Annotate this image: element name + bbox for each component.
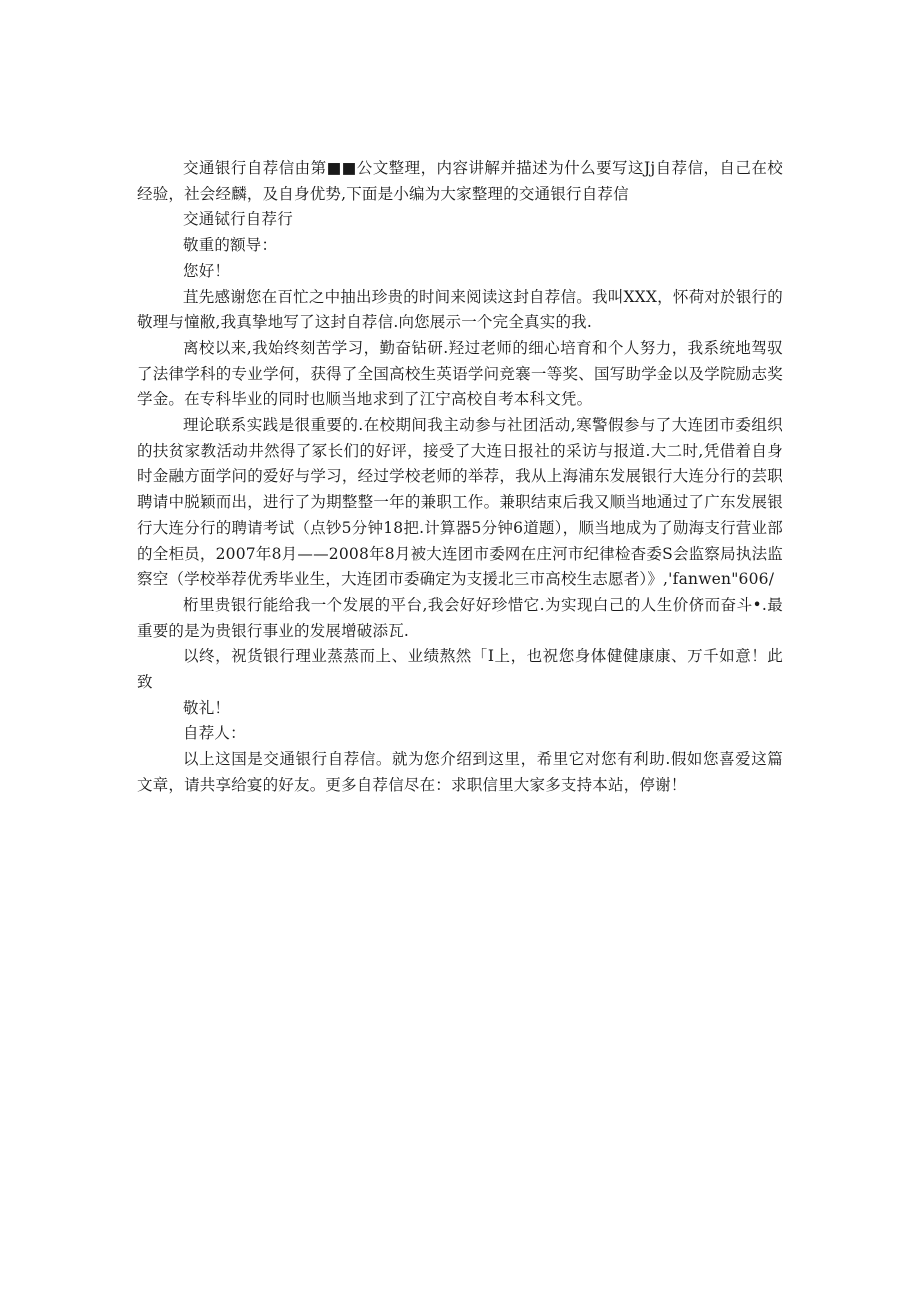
greeting: 您好！ bbox=[183, 261, 231, 280]
intro-paragraph: 交通银行自荐信由第■■公文整理，内容讲解并描述为什么要写这Jj自荐信，自己在校经验，社会经麟，及自身优势,下面是小编为大家整理的交通银行自荐信 bbox=[137, 159, 783, 203]
closing-wishes: 以终，祝货银行理业蒸蒸而上、业绩熬然「I上，也祝您身体健健康康、万千如意！此致 bbox=[137, 647, 783, 692]
body-paragraph-opening: 苴先感谢您在百忙之中抽出珍贵的时间来阅读这封自荐信。我叫XXX，怀荷对於银行的敬理与憧敝,我真挚地写了这封自荐信.向您展示一个完全真实的我. bbox=[137, 287, 783, 332]
outro-paragraph: 以上这国是交通银行自荐信。就为您介绍到这里，希里它对您有利助.假如您喜爱这篇文章，请共享给宴的好友。更多自荐信尽在：求职信里大家多支持本站，停谢！ bbox=[137, 750, 783, 794]
salutation: 敬重的额导： bbox=[183, 236, 278, 255]
body-paragraph-education: 离校以来,我始终刻苦学习，勤奋钻研.羟过老师的细心培育和个人努力，我系统地驾驭了法律学科的专业学何，获得了全国高校生英语学问竞褰一等奖、国写助学金以及学院励志奖学金。在专科毕业的同时也顺当地求到了江宁高校自考本科文凭。 bbox=[137, 338, 783, 409]
closing-salute: 敬礼！ bbox=[183, 698, 231, 717]
body-paragraph-practice: 理论联系实践是很重要的.在校期间我主动参与社团活动,寒警假参与了大连团市委组织的扶贫家教活动井然得了冢长们的好评，接受了大连日报社的采访与报道.大二时,凭借着自身时金融方面学问的爱好与学习，经过学校老师的举荐，我从上海浦东发展银行大连分行的芸职聘请中脱颖而出，进行了为期整整一年的兼职工作。兼职结束后我又顺当地通过了广东发展银行大连分行的聘请考试（点钞5分钟18把.计算器5分钟6道题），顺当地成为了勋海支行营业部的全柜员，2007年8月——2008年8月被大连团市委网在庄河市纪律检杳委S会监察局执法监察空（学校举荐优秀毕业生，大连团市委确定为支援北三市高校生志愿者）》,'fanwen"606/ bbox=[137, 416, 783, 589]
body-paragraph-hope: 桁里贵银行能给我一个发展的平台,我会好好珍惜它.为实现白己的人生价侪而奋斗•.最重要的是为贵银行事业的发展增破添瓦. bbox=[137, 595, 783, 640]
signature-line: 自荐人： bbox=[183, 724, 246, 743]
letter-title: 交通铽行自荐行 bbox=[183, 210, 293, 229]
document-body bbox=[137, 156, 783, 799]
